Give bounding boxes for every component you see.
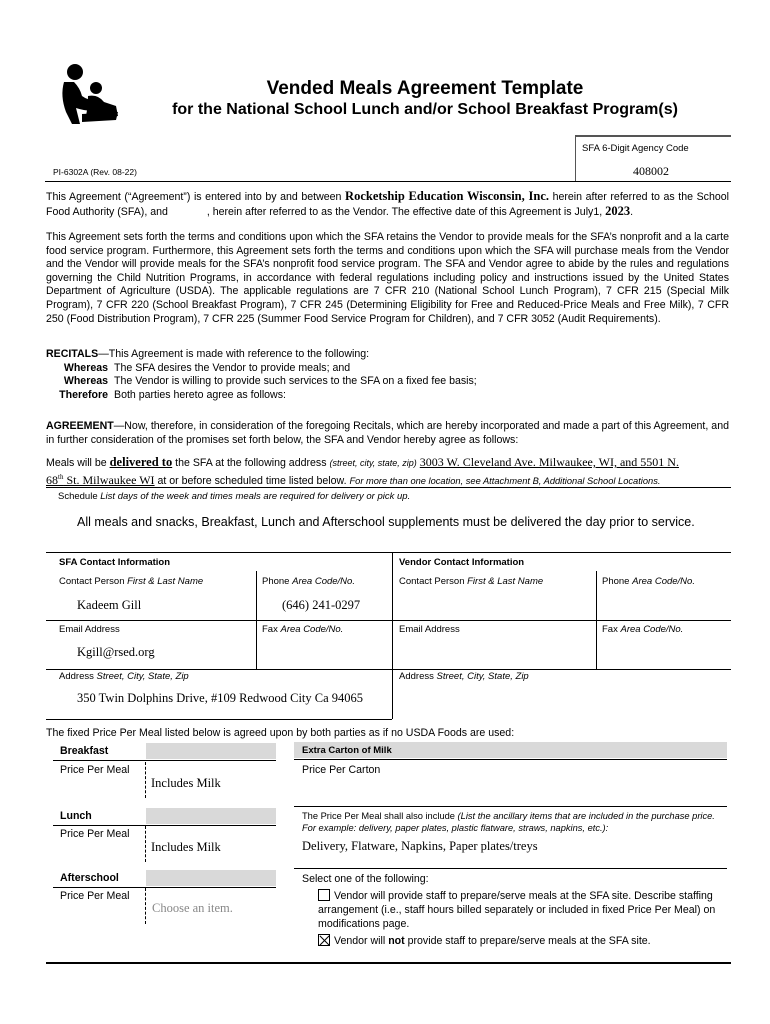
intro-paragraph: This Agreement (“Agreement”) is entered into by and between Rocketship Education Wisconsin, Inc. herein after referred to as the School Food Authority (SFA), and , herein after referred to as the Vendor. The effective date of this Agreement is July1, 2023. bbox=[46, 189, 729, 218]
delivery-address-field[interactable]: 3003 W. Cleveland Ave. Milwaukee, WI, and 5501 N. 68th St. Milwaukee WI bbox=[46, 455, 679, 487]
lunch-includes-milk[interactable]: Includes Milk bbox=[151, 840, 221, 854]
divider bbox=[145, 762, 146, 798]
sfa-email-label: Email Address bbox=[59, 624, 120, 635]
ancillary-items-label: The Price Per Meal shall also include (List the ancillary items that are included in the purchase price. For example: delivery, paper plates, plastic flatware, straws, napkins, etc.): bbox=[302, 811, 715, 833]
staff-option-2: Vendor will not provide staff to prepare/serve meals at the SFA site. bbox=[318, 934, 728, 949]
staff-option-1: Vendor will provide staff to prepare/serve meals at the SFA site. Describe staffing arrangement (i.e., staff hours billed separately or included in fixed Price Per Meal) on modifications page. bbox=[318, 890, 716, 930]
sfa-address-field[interactable]: 350 Twin Dolphins Drive, #109 Redwood City Ca 94065 bbox=[77, 691, 364, 705]
vendor-email-label: Email Address bbox=[399, 624, 460, 635]
terms-paragraph: This Agreement sets forth the terms and conditions upon which the SFA retains the Vendor to provide meals for the SFA’s nonprofit and a la carte food service program. Furthermore, this Agreement sets forth the terms and conditions upon which the SFA will purchase meals from the Vendor and the Vendor will provide meals for the SFA’s nonprofit food service program. The SFA and Vendor agree to abide by the rules and regulations governing the Child Nutrition Programs, in accordance with federal regulations including policy and instructions issued by the United States Department of Agriculture (USDA). The applicable regulations are 7 CFR 210 (National School Lunch Program), 7 CFR 215 (Special Milk Program), 7 CFR 220 (School Breakfast Program), 7 CFR 245 (Determining Eligibility for Free and Reduced-Price Meals and Free Milk), 7 CFR 250 (Food Distribution Program), 7 CFR 225 (Summer Food Service Program for Children), and 7 CFR 3052 (Audit Requirements). bbox=[46, 231, 729, 325]
agency-code-label: SFA 6-Digit Agency Code bbox=[582, 143, 689, 154]
document-subtitle: for the National School Lunch and/or School Breakfast Program(s) bbox=[172, 101, 678, 118]
divider bbox=[45, 181, 731, 182]
vendor-contact-heading: Vendor Contact Information bbox=[399, 557, 525, 568]
divider bbox=[145, 888, 146, 924]
ancillary-items-field[interactable]: Delivery, Flatware, Napkins, Paper plates/treys bbox=[302, 839, 538, 853]
vendor-phone-label: Phone Area Code/No. bbox=[602, 576, 695, 587]
sfa-name-field[interactable]: Rocketship Education Wisconsin, Inc. bbox=[345, 189, 549, 203]
sfa-fax-label: Fax Area Code/No. bbox=[262, 624, 344, 635]
agency-code-box bbox=[575, 135, 731, 181]
sfa-address-label: Address Street, City, State, Zip bbox=[59, 671, 189, 682]
divider bbox=[53, 887, 276, 888]
vendor-contact-person-label: Contact Person First & Last Name bbox=[399, 576, 544, 587]
price-per-carton-label: Price Per Carton bbox=[302, 764, 381, 776]
sfa-contact-person-field[interactable]: Kadeem Gill bbox=[77, 598, 142, 612]
afterschool-price-label: Price Per Meal bbox=[60, 890, 130, 902]
lunch-heading: Lunch bbox=[60, 810, 92, 822]
staff-option-2-checkbox[interactable] bbox=[318, 934, 330, 946]
sfa-phone-field[interactable]: (646) 241-0297 bbox=[282, 598, 361, 612]
extra-carton-heading: Extra Carton of Milk bbox=[302, 745, 392, 756]
select-one-label: Select one of the following: bbox=[302, 873, 429, 885]
divider bbox=[46, 962, 731, 964]
divider bbox=[145, 826, 146, 862]
recitals-section: RECITALS—This Agreement is made with reference to the following: Whereas The SFA desires the Vendor to provide meals; and Whereas The Vendor is willing to provide such services to the SFA on a fixed fee basis; Therefore Both parties hereto agree as follows: bbox=[46, 348, 477, 401]
divider bbox=[294, 868, 727, 869]
sfa-phone-label: Phone Area Code/No. bbox=[262, 576, 355, 587]
breakfast-heading: Breakfast bbox=[60, 745, 109, 757]
schedule-label: Schedule List days of the week and times meals are required for delivery or pick up. bbox=[58, 491, 411, 502]
afterschool-heading: Afterschool bbox=[60, 872, 119, 884]
effective-year-field[interactable]: 2023 bbox=[605, 203, 631, 218]
agency-code-value[interactable]: 408002 bbox=[633, 164, 669, 178]
delivery-paragraph: Meals will be delivered to the SFA at the following address (street, city, state, zip) 3003 W. Cleveland Ave. Milwaukee, WI, and 5501 N. 68th St. Milwaukee WI at or before scheduled time listed below. For more than one location, see Attachment B, Additional School Locations. bbox=[46, 455, 679, 487]
contact-information-table bbox=[46, 552, 731, 718]
agreement-paragraph: AGREEMENT—Now, therefore, in consideration of the foregoing Recitals, which are hereby incorporated and made a part of this Agreement, and in further consideration of the promises set forth below, the SFA and Vendor hereby agree as follows: bbox=[46, 420, 729, 446]
schedule-field[interactable]: All meals and snacks, Breakfast, Lunch and Afterschool supplements must be delivered the day prior to service. bbox=[77, 515, 695, 529]
breakfast-bar bbox=[146, 743, 276, 759]
divider bbox=[53, 760, 276, 761]
divider bbox=[46, 487, 731, 488]
breakfast-price-label: Price Per Meal bbox=[60, 764, 130, 776]
sfa-contact-heading: SFA Contact Information bbox=[59, 557, 171, 568]
lunch-price-label: Price Per Meal bbox=[60, 828, 130, 840]
form-number: PI-6302A (Rev. 08-22) bbox=[53, 167, 137, 177]
afterschool-bar bbox=[146, 870, 276, 886]
vendor-address-label: Address Street, City, State, Zip bbox=[399, 671, 529, 682]
afterschool-choose-item[interactable]: Choose an item. bbox=[152, 901, 233, 915]
price-intro: The fixed Price Per Meal listed below is agreed upon by both parties as if no USDA Foods are used: bbox=[46, 727, 515, 739]
document-title: Vended Meals Agreement Template bbox=[266, 78, 584, 99]
sfa-contact-person-label: Contact Person First & Last Name bbox=[59, 576, 204, 587]
divider bbox=[294, 759, 727, 760]
breakfast-includes-milk[interactable]: Includes Milk bbox=[151, 776, 221, 790]
lunch-bar bbox=[146, 808, 276, 824]
divider bbox=[294, 806, 727, 807]
staff-option-1-checkbox[interactable] bbox=[318, 889, 330, 901]
vendor-fax-label: Fax Area Code/No. bbox=[602, 624, 684, 635]
divider bbox=[53, 825, 276, 826]
sfa-email-field[interactable]: Kgill@rsed.org bbox=[77, 645, 155, 659]
